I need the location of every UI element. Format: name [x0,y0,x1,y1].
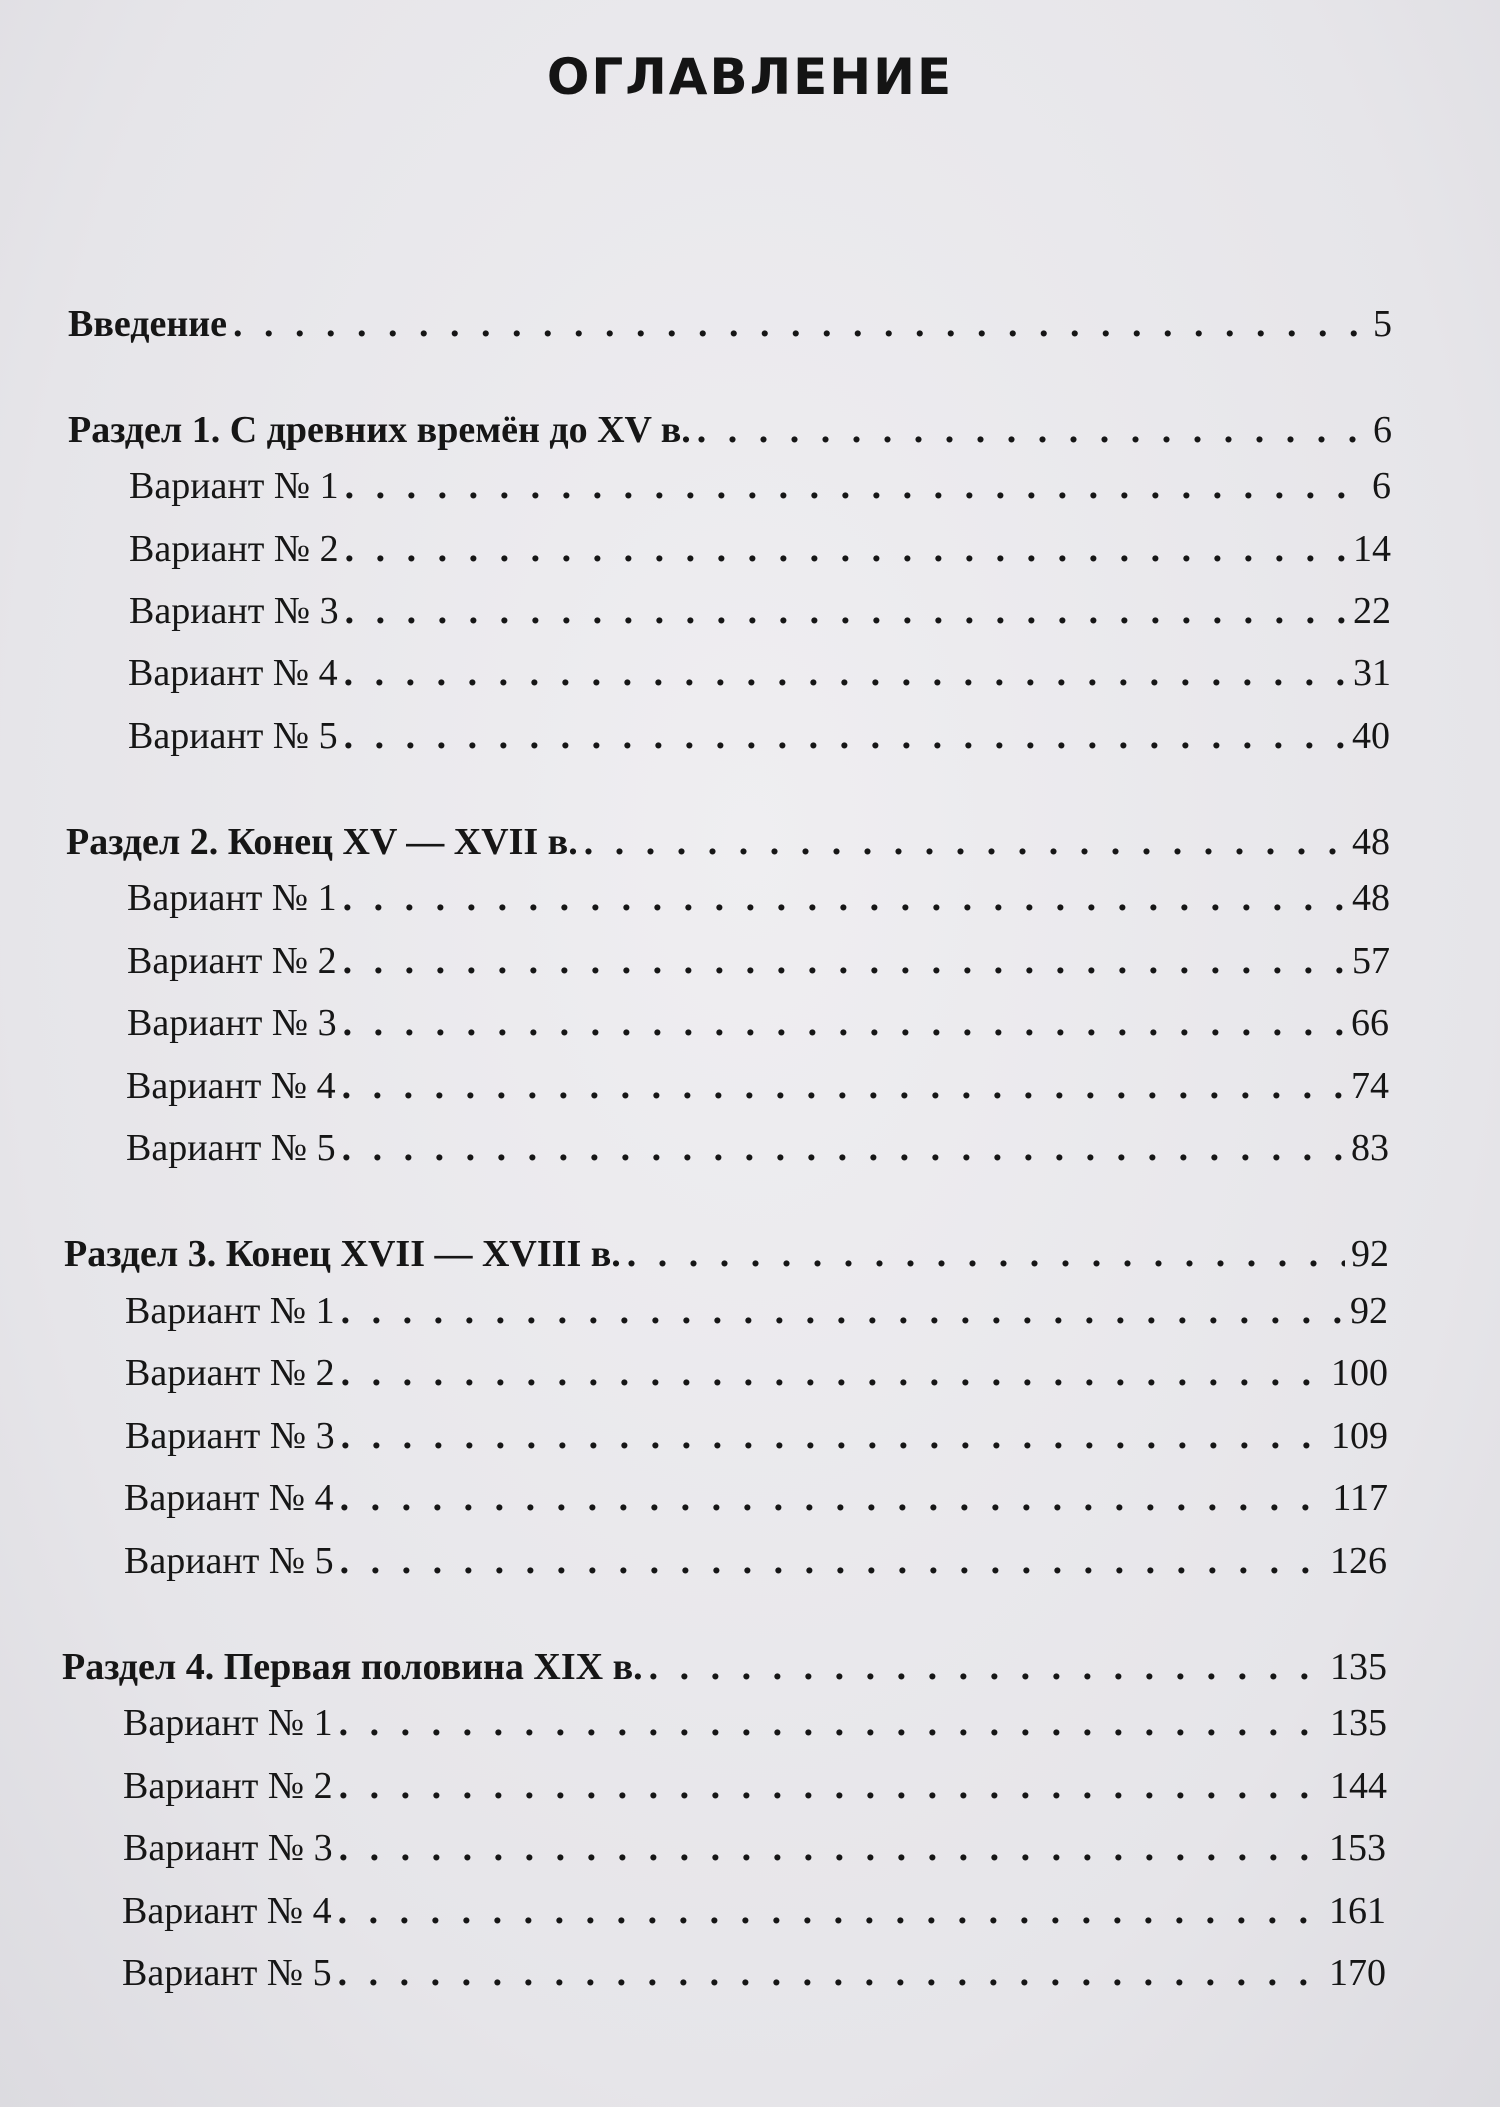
toc-entry [125,1289,1388,1339]
toc-entry [127,939,1390,989]
toc-entry [129,527,1391,577]
toc-entry-page: 170 [1329,1952,1386,1994]
toc-entry [126,1126,1389,1176]
toc-dot-leader [343,876,1346,920]
toc-entry [68,302,1392,352]
toc-entry-page: 74 [1351,1065,1389,1107]
toc-dot-leader [340,1476,1327,1520]
toc-entry-label: Вариант № 1 [123,1702,333,1744]
toc-entry [123,1764,1387,1814]
toc-entry [123,1826,1386,1876]
toc-entry-page: 153 [1329,1827,1386,1869]
toc-dot-leader [627,1232,1345,1276]
toc-entry-label: Вариант № 5 [126,1127,336,1169]
toc-dot-leader [341,1289,1344,1333]
toc-entry-page: 57 [1352,940,1390,982]
toc-entry-label: Вариант № 3 [123,1827,333,1869]
toc-entry-page: 161 [1329,1890,1386,1932]
toc-entry-page: 144 [1330,1765,1387,1807]
toc-dot-leader [341,1351,1325,1395]
toc-entry [125,1351,1388,1401]
toc-entry [66,820,1390,870]
toc-entry-label: Вариант № 3 [129,590,339,632]
toc-entry-page: 48 [1352,877,1390,919]
toc-entry-page: 126 [1330,1540,1387,1582]
toc-entry-label: Раздел 4. Первая половина XIX в. [62,1646,643,1688]
toc-entry-label: Вариант № 4 [126,1065,336,1107]
toc-entry-page: 66 [1351,1002,1389,1044]
toc-entry-page: 109 [1331,1415,1388,1457]
toc-entry-label: Раздел 3. Конец XVII — XVIII в. [64,1233,621,1275]
toc-entry [129,464,1391,514]
toc-entry [124,1476,1388,1526]
toc-entry [128,651,1391,701]
toc-dot-leader [340,1539,1324,1583]
toc-dot-leader [339,1826,1323,1870]
toc-entry-page: 135 [1330,1646,1387,1688]
toc-entry-label: Вариант № 2 [123,1765,333,1807]
toc-dot-leader [233,302,1367,346]
toc-dot-leader [342,1126,1345,1170]
toc-dot-leader [341,1414,1325,1458]
toc-entry [127,1001,1389,1051]
toc-dot-leader [345,589,1347,633]
toc-entry [128,714,1390,764]
toc-entry [125,1414,1388,1464]
toc-entry-label: Вариант № 2 [127,940,337,982]
toc-entry-page: 92 [1350,1290,1388,1332]
toc-entry-label: Вариант № 2 [129,528,339,570]
toc-dot-leader [342,1064,1345,1108]
toc-dot-leader [339,1701,1324,1745]
toc-entry-page: 6 [1372,465,1391,507]
toc-entry-label: Раздел 2. Конец XV — XVII в. [66,821,578,863]
toc-entry-label: Раздел 1. С древних времён до XV в. [68,409,691,451]
toc-dot-leader [649,1645,1324,1689]
toc-entry-label: Вариант № 1 [125,1290,335,1332]
toc-entry [64,1232,1389,1282]
toc-entry [68,408,1392,458]
toc-dot-leader [345,527,1347,571]
toc-entry-page: 48 [1352,821,1390,863]
toc-dot-leader [343,1001,1345,1045]
toc-entry-page: 117 [1332,1477,1388,1519]
toc-dot-leader [343,939,1346,983]
toc-entry [126,1064,1389,1114]
toc-entry-label: Вариант № 4 [128,652,338,694]
toc-dot-leader [338,1889,1323,1933]
toc-entry-label: Вариант № 5 [122,1952,332,1994]
toc-dot-leader [339,1764,1324,1808]
toc-dot-leader [344,651,1347,695]
toc-entry-label: Вариант № 4 [122,1890,332,1932]
toc-entry-label: Вариант № 1 [129,465,339,507]
toc-entry-label: Вариант № 5 [124,1540,334,1582]
toc-dot-leader [697,408,1367,452]
toc-entry-page: 92 [1351,1233,1389,1275]
toc-entry [123,1701,1387,1751]
toc-entry-page: 14 [1353,528,1391,570]
toc-entry-page: 5 [1373,303,1392,345]
toc-entry [129,589,1391,639]
toc-dot-leader [345,464,1366,508]
toc-entry-label: Вариант № 4 [124,1477,334,1519]
page-title: ОГЛАВЛЕНИЕ [546,48,954,106]
toc-entry-label: Вариант № 3 [125,1415,335,1457]
toc-entry [62,1645,1387,1695]
toc-entry-page: 40 [1352,715,1390,757]
toc-entry-label: Вариант № 3 [127,1002,337,1044]
toc-entry-label: Вариант № 1 [127,877,337,919]
toc-entry [127,876,1390,926]
toc-entry-page: 100 [1331,1352,1388,1394]
toc-dot-leader [344,714,1346,758]
toc-entry-page: 83 [1351,1127,1389,1169]
toc-entry-page: 6 [1373,409,1392,451]
toc-entry-label: Вариант № 5 [128,715,338,757]
toc-entry-label: Введение [68,303,227,345]
toc-entry [124,1539,1387,1589]
toc-entry [122,1951,1386,2001]
toc-entry-page: 31 [1353,652,1391,694]
toc-dot-leader [584,820,1346,864]
toc-entry-label: Вариант № 2 [125,1352,335,1394]
toc-dot-leader [338,1951,1323,1995]
toc-entry-page: 135 [1330,1702,1387,1744]
toc-entry-page: 22 [1353,590,1391,632]
toc-entry [122,1889,1386,1939]
